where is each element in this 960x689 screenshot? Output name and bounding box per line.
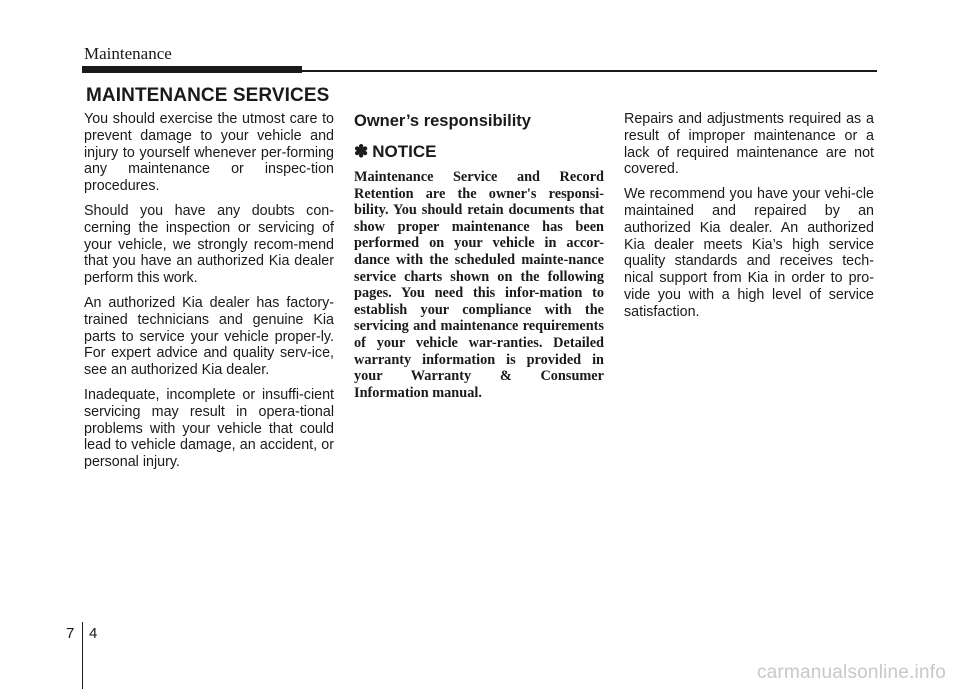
notice-body: Maintenance Service and Record Retention are the owner's responsi-bility. You should retain documents that show proper maintenance has been performed on your vehicle in accor-dance with the scheduled mainte-nance service charts shown on the following pages. You need this infor-mation to establish your compliance with the servicing and maintenance requirements of your vehicle war-ranties. Detailed warranty information is provided in your Warranty & Consumer Information manual. <box>354 169 604 401</box>
paragraph-authorized-dealer: An authorized Kia dealer has factory-trained technicians and genuine Kia parts to service your vehicle proper-ly. For expert advice and quality serv-ice, see an authorized Kia dealer. <box>84 294 334 379</box>
section-title: MAINTENANCE SERVICES <box>86 85 330 106</box>
asterisk-notice-icon: ✽ <box>354 142 369 161</box>
paragraph-inadequate-servicing: Inadequate, incomplete or insuffi-cient servicing may result in opera-tional problems with your vehicle that could lead to vehicle damage, an accident, or personal injury. <box>84 386 334 471</box>
paragraph-doubts: Should you have any doubts con-cerning the inspection or servicing of your vehicle, we strongly recom-mend that you have an authorized Kia dealer perform this work. <box>84 202 334 287</box>
chapter-number: 7 <box>66 625 75 642</box>
owners-responsibility-heading: Owner’s responsibility <box>354 112 531 130</box>
footer-divider <box>82 622 83 689</box>
column-left <box>84 111 334 479</box>
paragraph-utmost-care: You should exercise the utmost care to prevent damage to your vehicle and injury to yourself whenever per-forming any maintenance or inspec-tion procedures. <box>84 111 334 195</box>
page-number: 4 <box>89 625 98 642</box>
running-header-title: Maintenance <box>84 44 172 63</box>
paragraph-recommend-dealer: We recommend you have your vehi-cle maintained and repaired by an authorized Kia dealer. An authorized Kia dealer meets Kia’s high service quality standards and receives tech-nical support from Kia in order to pro-vide you with a high level of service satisfaction. <box>624 186 874 320</box>
watermark: carmanualsonline.info <box>756 662 946 683</box>
paragraph-repairs-not-covered: Repairs and adjustments required as a result of improper maintenance or a lack of required maintenance are not covered. <box>624 111 874 178</box>
column-right <box>624 111 874 329</box>
notice-label: NOTICE <box>372 142 437 161</box>
header-rule-thick <box>82 66 302 73</box>
notice-heading <box>354 141 604 163</box>
column-middle <box>354 111 604 401</box>
